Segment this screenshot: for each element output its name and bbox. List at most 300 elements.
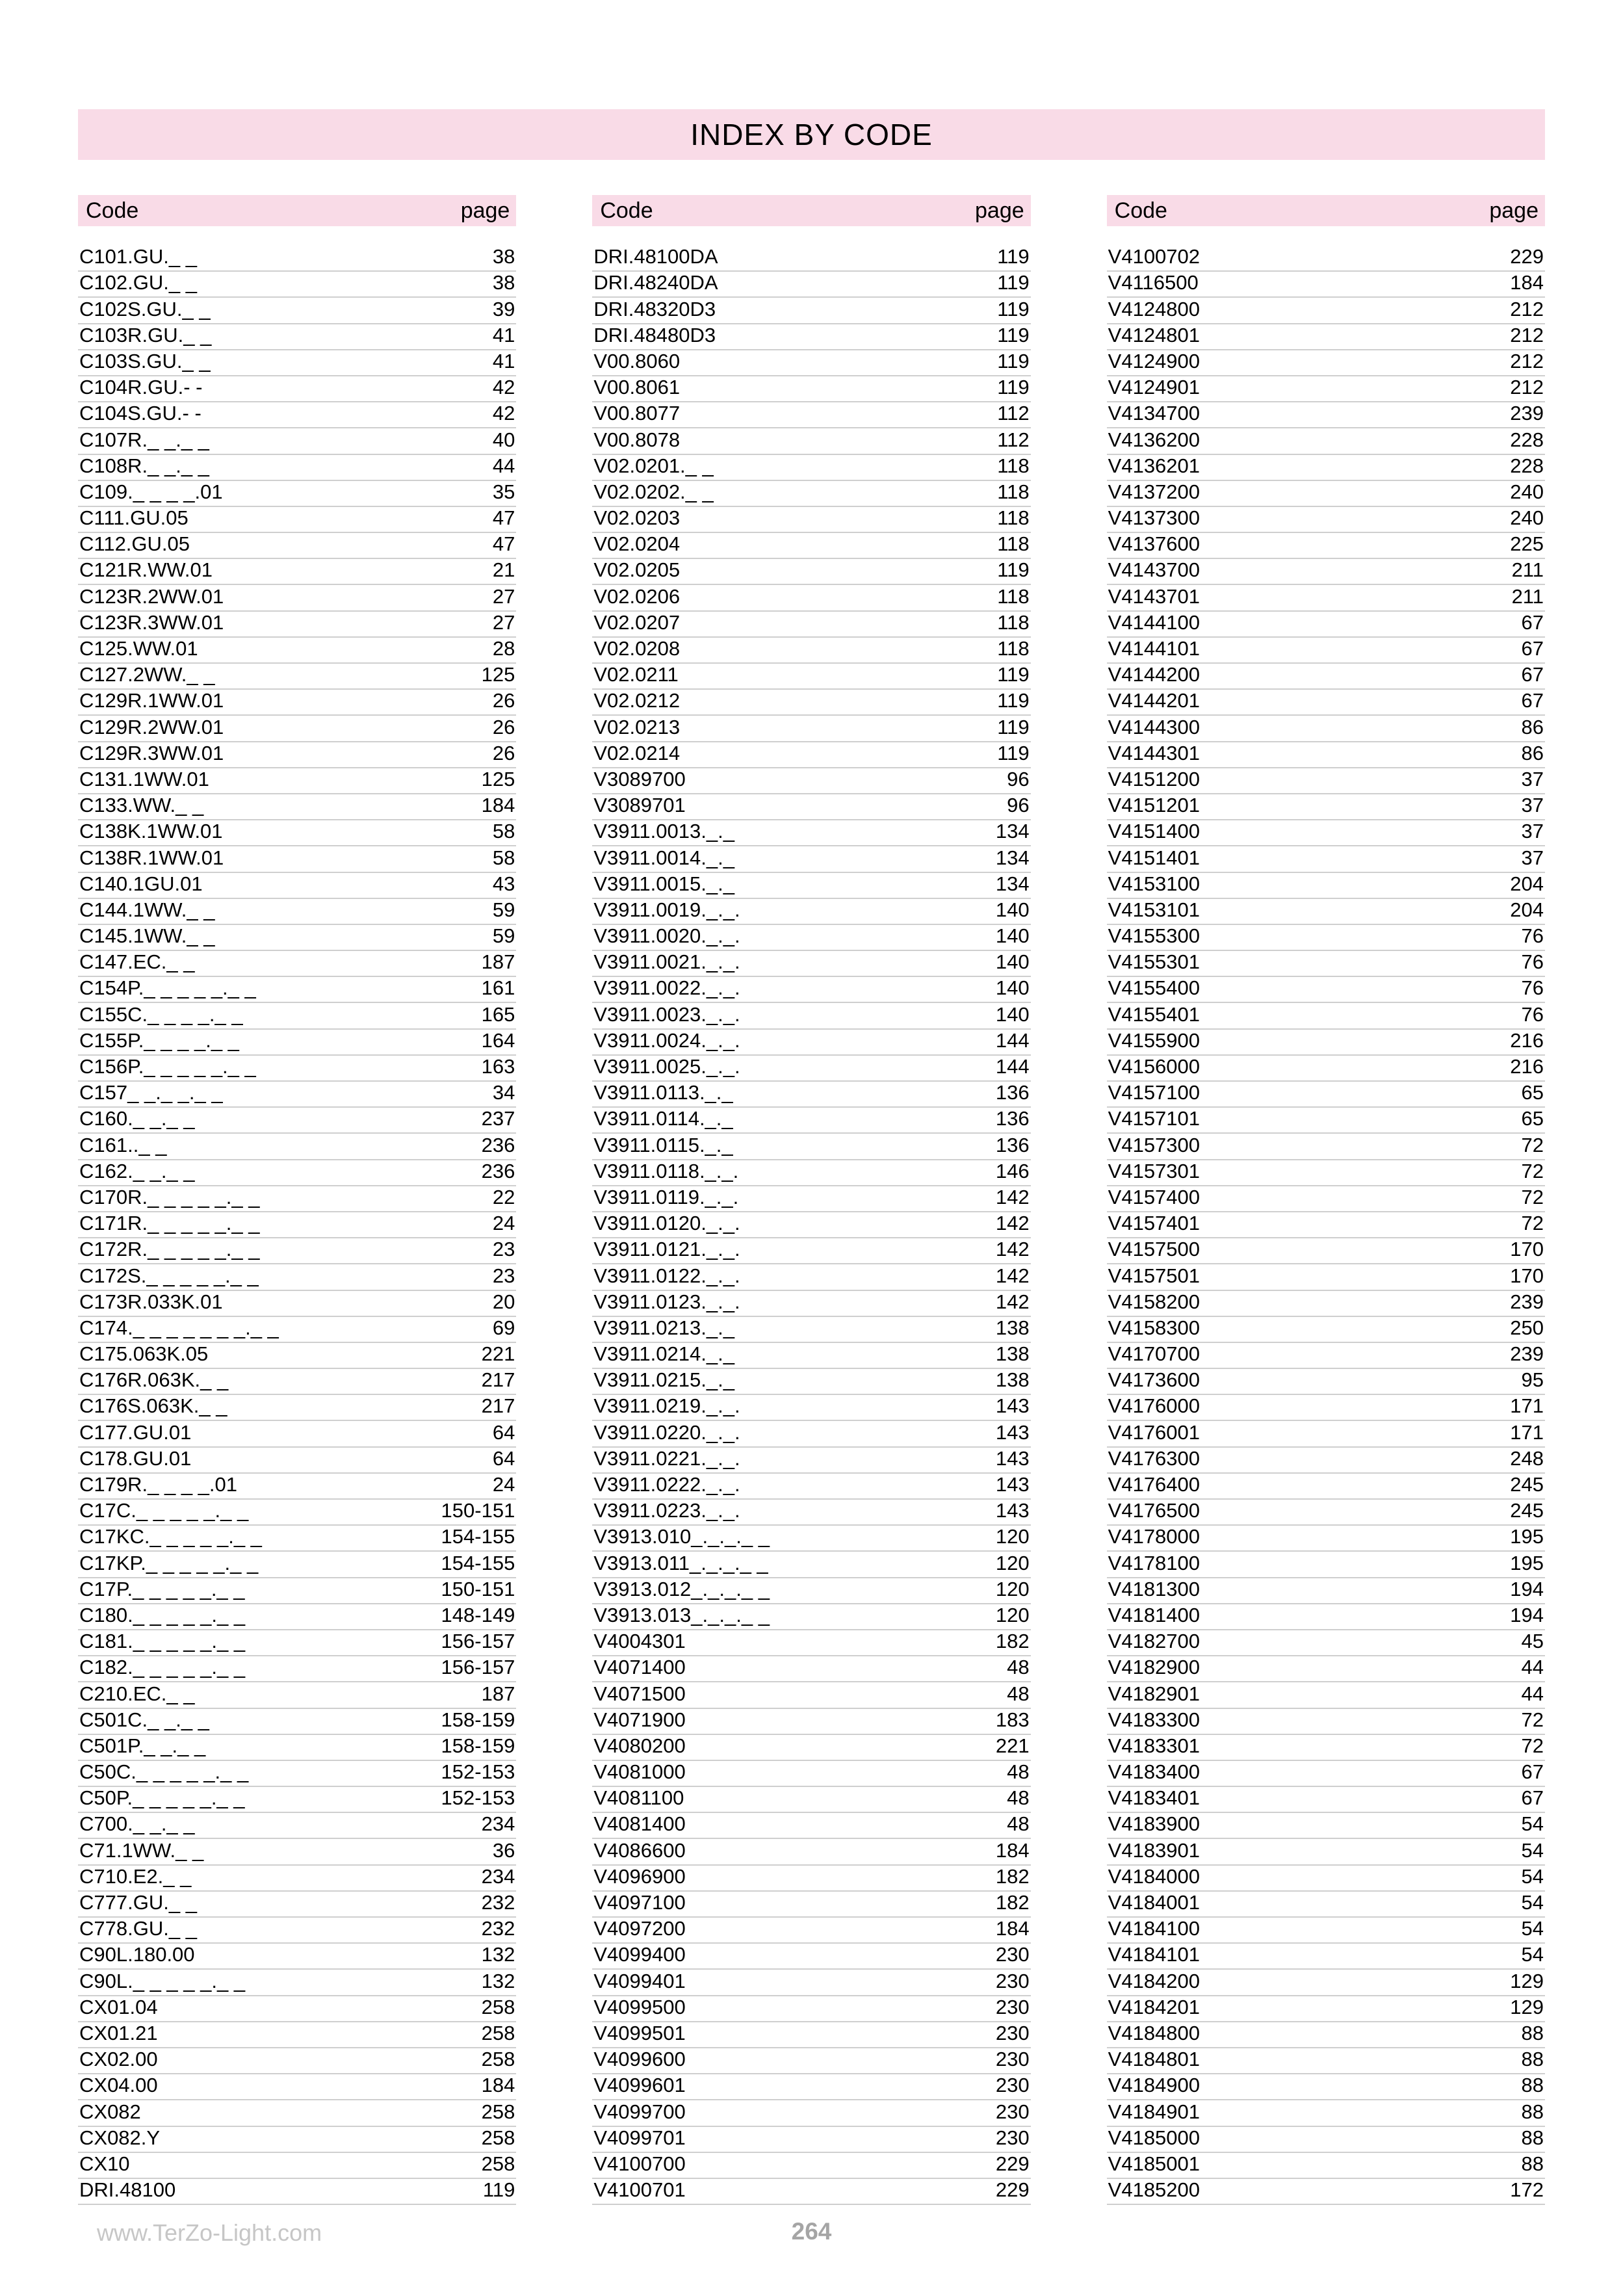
- page-cell: 120: [995, 1525, 1030, 1548]
- page-cell: 184: [995, 1917, 1030, 1940]
- page-header-label: page: [975, 198, 1024, 223]
- page-cell: 158-159: [441, 1734, 515, 1757]
- page-cell: 45: [1521, 1630, 1544, 1653]
- code-cell: C123R.2WW.01: [79, 584, 224, 608]
- code-cell: V4153101: [1108, 898, 1201, 921]
- code-cell: V02.0202._ _: [593, 480, 714, 503]
- code-cell: C171R._ _ _ _ _._ _: [79, 1212, 260, 1235]
- rows: [1107, 246, 1545, 2205]
- index-row: [78, 1918, 516, 1944]
- index-row: [78, 272, 516, 298]
- index-row: [1107, 1839, 1545, 1865]
- page-cell: 67: [1521, 1786, 1544, 1810]
- page-cell: 26: [492, 689, 515, 712]
- index-row: [592, 324, 1030, 350]
- code-cell: V4100701: [593, 2178, 686, 2202]
- page-cell: 140: [995, 950, 1030, 974]
- page-cell: 237: [481, 1107, 515, 1130]
- index-row: [1107, 1970, 1545, 1996]
- index-row: [78, 1578, 516, 1604]
- page-cell: 72: [1521, 1212, 1544, 1235]
- page-cell: 134: [995, 846, 1030, 869]
- index-row: [78, 1892, 516, 1918]
- code-cell: C102.GU._ _: [79, 271, 197, 294]
- index-row: [1107, 324, 1545, 350]
- code-cell: V4184101: [1108, 1943, 1201, 1966]
- index-row: [78, 1317, 516, 1343]
- index-row: [78, 925, 516, 951]
- code-cell: V4178000: [1108, 1525, 1201, 1548]
- page-cell: 234: [481, 1812, 515, 1836]
- page-cell: 88: [1521, 2152, 1544, 2175]
- page-cell: 138: [995, 1368, 1030, 1392]
- page-cell: 258: [481, 2100, 515, 2123]
- page-cell: 44: [492, 454, 515, 477]
- page-cell: 125: [481, 767, 515, 790]
- code-cell: V3911.0025._._.: [593, 1055, 740, 1078]
- index-row: [592, 2153, 1030, 2179]
- page-cell: 245: [1510, 1473, 1544, 1496]
- page-cell: 239: [1510, 1342, 1544, 1366]
- index-row: [1107, 298, 1545, 324]
- code-cell: V3911.0022._._.: [593, 976, 740, 1000]
- index-row: [592, 376, 1030, 402]
- page-cell: 76: [1521, 1002, 1544, 1026]
- code-cell: C17C._ _ _ _ _._ _: [79, 1499, 249, 1522]
- index-row: [1107, 1735, 1545, 1761]
- index-row: [592, 873, 1030, 899]
- code-cell: V3911.0222._._.: [593, 1473, 740, 1496]
- index-row: [78, 1709, 516, 1735]
- code-cell: V3913.013_._._._ _: [593, 1603, 770, 1626]
- page-cell: 165: [481, 1002, 515, 1026]
- index-row: [1107, 1108, 1545, 1134]
- index-row: [592, 768, 1030, 794]
- page-cell: 76: [1521, 924, 1544, 948]
- code-cell: C17P._ _ _ _ _._ _: [79, 1577, 245, 1600]
- page-cell: 158-159: [441, 1708, 515, 1731]
- page-cell: 212: [1510, 297, 1544, 320]
- index-row: [1107, 2153, 1545, 2179]
- page-cell: 118: [997, 532, 1030, 556]
- code-cell: V02.0214: [593, 741, 681, 764]
- code-cell: V4181400: [1108, 1603, 1201, 1626]
- index-row: [1107, 925, 1545, 951]
- page-cell: 172: [1510, 2178, 1544, 2202]
- page-cell: 195: [1510, 1551, 1544, 1574]
- index-row: [592, 2048, 1030, 2074]
- code-cell: C700._ _._ _: [79, 1812, 195, 1836]
- code-cell: V4099600: [593, 2048, 686, 2071]
- index-row: [1107, 1421, 1545, 1447]
- page-cell: 23: [492, 1238, 515, 1261]
- code-cell: C172R._ _ _ _ _._ _: [79, 1238, 260, 1261]
- index-row: [592, 2022, 1030, 2048]
- page-cell: 144: [995, 1055, 1030, 1078]
- index-row: [78, 2153, 516, 2179]
- page-cell: 65: [1521, 1081, 1544, 1104]
- index-row: [1107, 1578, 1545, 1604]
- page-cell: 42: [492, 376, 515, 399]
- page-cell: 119: [997, 663, 1030, 686]
- page-cell: 129: [1510, 1969, 1544, 1992]
- code-cell: V02.0206: [593, 584, 681, 608]
- code-cell: V00.8061: [593, 376, 681, 399]
- website-url: www.TerZo-Light.com: [97, 2219, 322, 2246]
- index-row: [78, 428, 516, 454]
- page-cell: 67: [1521, 689, 1544, 712]
- page-cell: 44: [1521, 1682, 1544, 1705]
- page-cell: 248: [1510, 1446, 1544, 1470]
- code-cell: V4004301: [593, 1630, 686, 1653]
- code-cell: C178.GU.01: [79, 1446, 192, 1470]
- page-cell: 184: [481, 2074, 515, 2097]
- code-cell: V4071900: [593, 1708, 686, 1731]
- index-row: [78, 481, 516, 507]
- column-header: [78, 195, 516, 226]
- page-cell: 140: [995, 976, 1030, 1000]
- code-cell: C104S.GU.- -: [79, 402, 201, 425]
- page-cell: 211: [1511, 584, 1544, 608]
- page-cell: 187: [481, 950, 515, 974]
- index-row: [1107, 428, 1545, 454]
- code-cell: V4158300: [1108, 1316, 1201, 1339]
- page-cell: 119: [997, 245, 1030, 268]
- code-cell: DRI.48480D3: [593, 323, 716, 346]
- code-cell: C147.EC._ _: [79, 950, 195, 974]
- code-cell: V3911.0223._._.: [593, 1499, 740, 1522]
- code-cell: V3911.0019._._.: [593, 898, 740, 921]
- page-cell: 118: [997, 506, 1030, 530]
- code-cell: C107R._ _._ _: [79, 428, 209, 451]
- code-cell: V4157401: [1108, 1212, 1201, 1235]
- code-cell: C102S.GU._ _: [79, 297, 211, 320]
- index-row: [1107, 1474, 1545, 1500]
- index-row: [78, 2048, 516, 2074]
- page-cell: 24: [492, 1212, 515, 1235]
- index-row: [78, 1056, 516, 1082]
- page-cell: 43: [492, 872, 515, 895]
- page-cell: 140: [995, 1002, 1030, 1026]
- index-row: [1107, 402, 1545, 428]
- code-cell: V02.0201._ _: [593, 454, 714, 477]
- code-cell: V00.8077: [593, 402, 681, 425]
- page-cell: 204: [1510, 898, 1544, 921]
- page-cell: 182: [995, 1891, 1030, 1914]
- code-cell: V4184100: [1108, 1917, 1201, 1940]
- page-cell: 69: [492, 1316, 515, 1339]
- page-cell: 184: [1510, 271, 1544, 294]
- code-cell: V4155300: [1108, 924, 1201, 948]
- code-cell: C173R.033K.01: [79, 1290, 223, 1313]
- page-cell: 136: [995, 1081, 1030, 1104]
- page-cell: 232: [481, 1891, 515, 1914]
- index-row: [1107, 1056, 1545, 1082]
- index-row: [78, 638, 516, 664]
- page-cell: 152-153: [441, 1786, 515, 1810]
- code-cell: V4099701: [593, 2126, 686, 2149]
- page-cell: 245: [1510, 1499, 1544, 1522]
- index-row: [592, 1866, 1030, 1892]
- code-cell: C144.1WW._ _: [79, 898, 215, 921]
- code-cell: V3911.0013._._: [593, 820, 734, 843]
- code-cell: C50P._ _ _ _ _._ _: [79, 1786, 245, 1810]
- index-row: [78, 2100, 516, 2126]
- code-cell: C111.GU.05: [79, 506, 188, 530]
- page-cell: 67: [1521, 637, 1544, 660]
- page-cell: 37: [1521, 820, 1544, 843]
- index-row: [592, 1735, 1030, 1761]
- index-row: [1107, 1343, 1545, 1369]
- code-cell: V4176500: [1108, 1499, 1201, 1522]
- index-row: [1107, 768, 1545, 794]
- code-cell: V4099501: [593, 2021, 686, 2044]
- index-row: [1107, 272, 1545, 298]
- index-row: [1107, 846, 1545, 872]
- index-row: [1107, 376, 1545, 402]
- code-cell: V3913.012_._._._ _: [593, 1577, 770, 1600]
- page-cell: 38: [492, 271, 515, 294]
- index-row: [78, 324, 516, 350]
- page-cell: 240: [1510, 506, 1544, 530]
- code-cell: V3911.0213._._: [593, 1316, 734, 1339]
- index-row: [78, 1813, 516, 1839]
- page-cell: 125: [481, 663, 515, 686]
- page-cell: 23: [492, 1264, 515, 1287]
- index-row: [78, 1160, 516, 1186]
- index-row: [592, 1264, 1030, 1290]
- column-header: [1107, 195, 1545, 226]
- code-header-label: Code: [86, 198, 139, 223]
- page-cell: 96: [1007, 794, 1030, 817]
- page-cell: 212: [1510, 323, 1544, 346]
- index-row: [592, 1970, 1030, 1996]
- index-row: [1107, 1656, 1545, 1682]
- rows: [592, 246, 1030, 2205]
- page-cell: 170: [1510, 1238, 1544, 1261]
- code-cell: V4185000: [1108, 2126, 1201, 2149]
- page-cell: 230: [995, 2100, 1030, 2123]
- code-cell: V4137600: [1108, 532, 1201, 556]
- index-row: [592, 899, 1030, 925]
- index-row: [592, 1474, 1030, 1500]
- page-cell: 156-157: [441, 1656, 515, 1679]
- code-cell: V4144200: [1108, 663, 1201, 686]
- code-cell: V4155900: [1108, 1028, 1201, 1052]
- code-cell: V4184800: [1108, 2021, 1201, 2044]
- index-row: [1107, 1369, 1545, 1395]
- index-row: [1107, 1866, 1545, 1892]
- code-cell: V4099401: [593, 1969, 686, 1992]
- page-cell: 112: [997, 402, 1030, 425]
- code-cell: C129R.2WW.01: [79, 715, 224, 738]
- code-cell: C162._ _._ _: [79, 1159, 195, 1182]
- page-cell: 67: [1521, 610, 1544, 634]
- code-cell: V4134700: [1108, 402, 1201, 425]
- code-cell: V4071400: [593, 1656, 686, 1679]
- code-cell: C138K.1WW.01: [79, 820, 223, 843]
- index-row: [78, 298, 516, 324]
- page-cell: 230: [995, 1995, 1030, 2018]
- index-row: [78, 977, 516, 1003]
- page-cell: 118: [997, 610, 1030, 634]
- page-cell: 48: [1007, 1786, 1030, 1810]
- page-cell: 37: [1521, 794, 1544, 817]
- code-cell: C138R.1WW.01: [79, 846, 224, 869]
- index-row: [78, 1682, 516, 1708]
- code-cell: V4071500: [593, 1682, 686, 1705]
- index-row: [78, 1369, 516, 1395]
- index-row: [78, 1944, 516, 1970]
- index-row: [592, 1030, 1030, 1056]
- index-row: [592, 1082, 1030, 1108]
- code-cell: V4080200: [593, 1734, 686, 1757]
- code-cell: C90L._ _ _ _ _._ _: [79, 1969, 246, 1992]
- code-cell: V4097100: [593, 1891, 686, 1914]
- page-cell: 40: [492, 428, 515, 451]
- index-row: [1107, 1630, 1545, 1656]
- index-row: [78, 376, 516, 402]
- index-row: [592, 951, 1030, 977]
- page-cell: 119: [997, 689, 1030, 712]
- page-cell: 140: [995, 898, 1030, 921]
- page-cell: 86: [1521, 741, 1544, 764]
- page-cell: 140: [995, 924, 1030, 948]
- page-cell: 161: [481, 976, 515, 1000]
- page-cell: 88: [1521, 2021, 1544, 2044]
- code-cell: V4183900: [1108, 1812, 1201, 1836]
- code-cell: V00.8078: [593, 428, 681, 451]
- index-row: [592, 1709, 1030, 1735]
- page-cell: 48: [1007, 1812, 1030, 1836]
- code-cell: V4170700: [1108, 1342, 1201, 1366]
- index-row: [1107, 1944, 1545, 1970]
- code-cell: V02.0211: [593, 663, 679, 686]
- index-row: [78, 820, 516, 846]
- index-row: [592, 1604, 1030, 1630]
- index-row: [592, 1134, 1030, 1160]
- page-cell: 65: [1521, 1107, 1544, 1130]
- page-cell: 204: [1510, 872, 1544, 895]
- index-row: [78, 402, 516, 428]
- code-cell: C710.E2._ _: [79, 1864, 192, 1888]
- page-cell: 229: [995, 2178, 1030, 2202]
- page-cell: 195: [1510, 1525, 1544, 1548]
- page-cell: 20: [492, 1290, 515, 1313]
- index-row: [592, 638, 1030, 664]
- page-cell: 76: [1521, 950, 1544, 974]
- page-cell: 236: [481, 1159, 515, 1182]
- code-cell: V4157301: [1108, 1159, 1201, 1182]
- page-cell: 54: [1521, 1917, 1544, 1940]
- code-cell: V3911.0024._._.: [593, 1028, 740, 1052]
- page-cell: 258: [481, 2048, 515, 2071]
- page-cell: 41: [492, 323, 515, 346]
- code-cell: C182._ _ _ _ _._ _: [79, 1656, 246, 1679]
- page-cell: 143: [995, 1473, 1030, 1496]
- index-row: [1107, 1813, 1545, 1839]
- page-cell: 72: [1521, 1133, 1544, 1156]
- index-row: [1107, 1682, 1545, 1708]
- code-cell: V4184200: [1108, 1969, 1201, 1992]
- code-cell: C103R.GU._ _: [79, 323, 212, 346]
- code-cell: V4096900: [593, 1864, 686, 1888]
- index-row: [592, 1317, 1030, 1343]
- page-cell: 34: [492, 1081, 515, 1104]
- page-cell: 142: [995, 1238, 1030, 1261]
- code-cell: V4155400: [1108, 976, 1201, 1000]
- index-row: [592, 402, 1030, 428]
- page-cell: 171: [1510, 1394, 1544, 1418]
- index-row: [1107, 2022, 1545, 2048]
- page-cell: 22: [492, 1185, 515, 1208]
- page-cell: 258: [481, 2126, 515, 2149]
- code-cell: V3911.0021._._.: [593, 950, 740, 974]
- page-cell: 134: [995, 820, 1030, 843]
- index-row: [78, 899, 516, 925]
- page-cell: 170: [1510, 1264, 1544, 1287]
- code-cell: V02.0213: [593, 715, 681, 738]
- page-cell: 258: [481, 2021, 515, 2044]
- code-cell: V4151201: [1108, 794, 1201, 817]
- code-cell: CX082.Y: [79, 2126, 161, 2149]
- page-header-label: page: [1489, 198, 1539, 223]
- code-cell: C160._ _._ _: [79, 1107, 195, 1130]
- index-row: [78, 951, 516, 977]
- page-cell: 59: [492, 898, 515, 921]
- page-cell: 239: [1510, 1290, 1544, 1313]
- page-cell: 221: [995, 1734, 1030, 1757]
- code-cell: C17KC._ _ _ _ _._ _: [79, 1525, 262, 1548]
- index-row: [1107, 1134, 1545, 1160]
- page-cell: 154-155: [441, 1525, 515, 1548]
- code-cell: C127.2WW._ _: [79, 663, 215, 686]
- page-cell: 58: [492, 846, 515, 869]
- page-cell: 41: [492, 349, 515, 372]
- index-row: [592, 1839, 1030, 1865]
- page-cell: 72: [1521, 1734, 1544, 1757]
- index-row: [592, 820, 1030, 846]
- code-cell: V4143701: [1108, 584, 1201, 608]
- page-cell: 48: [1007, 1656, 1030, 1679]
- code-cell: V3911.0113._._: [593, 1081, 733, 1104]
- page-cell: 230: [995, 1943, 1030, 1966]
- index-row: [78, 455, 516, 481]
- code-cell: V4099500: [593, 1995, 686, 2018]
- index-row: [78, 585, 516, 611]
- index-row: [1107, 1787, 1545, 1813]
- page-cell: 132: [481, 1969, 515, 1992]
- index-row: [78, 1996, 516, 2022]
- page-cell: 119: [997, 741, 1030, 764]
- index-row: [592, 455, 1030, 481]
- index-row: [592, 1395, 1030, 1421]
- index-row: [592, 1238, 1030, 1264]
- index-row: [78, 1761, 516, 1787]
- index-columns: [78, 195, 1545, 2205]
- index-row: [592, 1578, 1030, 1604]
- page-cell: 58: [492, 820, 515, 843]
- index-row: [78, 1500, 516, 1526]
- code-cell: V4151401: [1108, 846, 1201, 869]
- code-cell: C172S._ _ _ _ _._ _: [79, 1264, 259, 1287]
- index-row: [78, 742, 516, 768]
- page-cell: 119: [997, 297, 1030, 320]
- code-cell: V4185001: [1108, 2152, 1201, 2175]
- index-row: [78, 559, 516, 585]
- index-row: [592, 2074, 1030, 2100]
- code-cell: V3913.011_._._._ _: [593, 1551, 768, 1574]
